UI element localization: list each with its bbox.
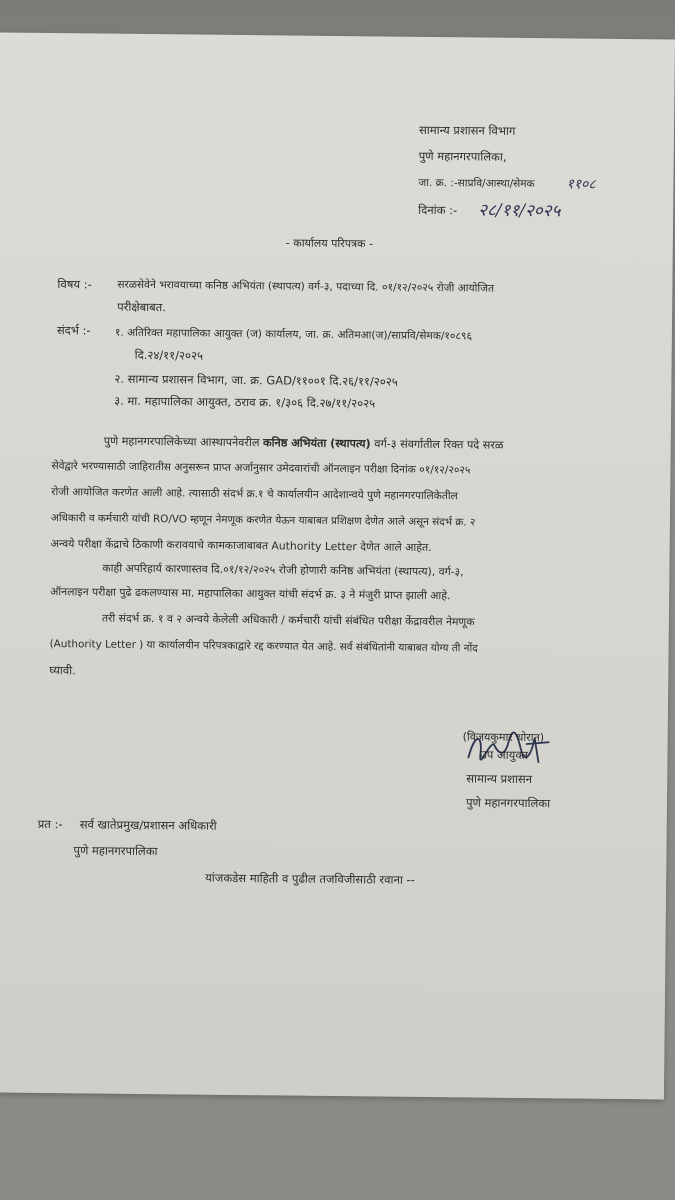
reference-item-2: २. सामान्य प्रशासन विभाग, जा. क्र. GAD/११००१ दि.२६/११/२०२५ bbox=[114, 371, 398, 389]
subject-label: विषय :- bbox=[57, 277, 92, 292]
document-page bbox=[0, 32, 675, 1099]
circular-title: - कार्यालय परिपत्रक - bbox=[285, 236, 374, 251]
signatory-organisation: पुणे महानगरपालिका bbox=[465, 795, 551, 811]
organisation-name: पुणे महानगरपालिका, bbox=[418, 148, 507, 164]
copy-to-line-3: यांजकडेस माहिती व पुढील तजविजीसाठी रवाना -- bbox=[205, 870, 415, 887]
body-text-segment: पुणे महानगरपालिकेच्या आस्थापनेवरील bbox=[103, 434, 260, 450]
department-name: सामान्य प्रशासन विभाग bbox=[418, 122, 516, 138]
body-paragraph-1-line-3: रोजी आयोजित करणेत आली आहे. त्यासाठी संदर्भ क्र.१ चे कार्यालयीन आदेशान्वये पुणे महानगरपालिकेतील bbox=[51, 486, 458, 503]
date-value: २८/११/२०२५ bbox=[478, 200, 561, 222]
copy-to-line-2: पुणे महानगरपालिका bbox=[73, 843, 158, 859]
body-paragraph-1-line-4: अधिकारी व कर्मचारी यांची RO/VO म्हणून नेमणूक करणेत येऊन याबाबत प्रशिक्षण देणेत आले असून संदर्भ क्र. २ bbox=[50, 512, 476, 529]
reference-item-1-date: दि.२४/११/२०२५ bbox=[134, 347, 204, 363]
copy-to-line-1: सर्व खातेप्रमुख/प्रशासन अधिकारी bbox=[79, 817, 217, 833]
body-text-segment: वर्ग-३ संवर्गातील रिक्त पदे सरळ bbox=[374, 437, 504, 452]
copy-to-label: प्रत :- bbox=[37, 816, 63, 832]
reference-label: जा. क्र. :-साप्रवि/आस्था/सेमक bbox=[418, 176, 535, 191]
reference-item-3: ३. मा. महापालिका आयुक्त, ठराव क्र. १/३०६ दि.२७/११/२०२५ bbox=[114, 393, 376, 411]
reference-heading: संदर्भ :- bbox=[56, 323, 91, 338]
body-paragraph-3-line-1: तरी संदर्भ क्र. १ व २ अन्वये केलेली अधिकारी / कर्मचारी यांची संबंधित परीक्षा केंद्रावरील नेमणूक bbox=[101, 611, 475, 629]
body-paragraph-1-line-2: सेवेद्वारे भरण्यासाठी जाहिरातीस अनुसरून प्राप्त अर्जानुसार उमेदवारांची ऑनलाइन परीक्षा दिनांक ०१/१२/२०२५ bbox=[51, 460, 471, 477]
signatory-designation: उप आयुक्त bbox=[480, 747, 529, 763]
signatory-department: सामान्य प्रशासन bbox=[466, 771, 533, 787]
body-paragraph-2-line-2: ऑनलाइन परीक्षा पुढे ढकलण्यास मा. महापालिका आयुक्त यांची संदर्भ क्र. ३ ने मंजुरी प्राप्त झाली आहे. bbox=[50, 585, 451, 603]
subject-line-2: परीक्षेबाबत. bbox=[117, 299, 167, 315]
subject-line-1: सरळसेवेने भरावयाच्या कनिष्ठ अभियंता (स्थापत्य) वर्ग-३, पदाच्या दि. ०१/१२/२०२५ रोजी आयोजित bbox=[117, 278, 495, 295]
body-paragraph-3-line-2: (Authority Letter ) या कार्यालयीन परिपत्रकाद्वारे रद्द करण्यात येत आहे. सर्व संबंधितांनी याबाबत योग्य ती नोंद bbox=[49, 638, 478, 655]
reference-item-1: १. अतिरिक्त महापालिका आयुक्त (ज) कार्यालय, जा. क्र. अतिमआ(ज)/साप्रवि/सेमक/१०८९६ bbox=[114, 326, 473, 343]
date-label: दिनांक :- bbox=[418, 202, 458, 218]
body-paragraph-1-line-1 bbox=[104, 436, 504, 451]
post-name-bold: कनिष्ठ अभियंता (स्थापत्य) bbox=[262, 436, 371, 451]
body-paragraph-2-line-1: काही अपरिहार्य कारणास्तव दि.०१/१२/२०२५ रोजी होणारी कनिष्ठ अभियंता (स्थापत्य), वर्ग-३, bbox=[102, 561, 464, 579]
reference-number: ११०८ bbox=[566, 176, 596, 193]
body-paragraph-3-line-3: घ्यावी. bbox=[49, 663, 76, 678]
body-paragraph-1-line-5: अन्वये परीक्षा केंद्राचे ठिकाणी करावयाचे कामकाजाबाबत Authority Letter देणेत आले आहेत. bbox=[50, 537, 432, 555]
signatory-name: (विजयकुमार थोरात) bbox=[462, 730, 545, 745]
